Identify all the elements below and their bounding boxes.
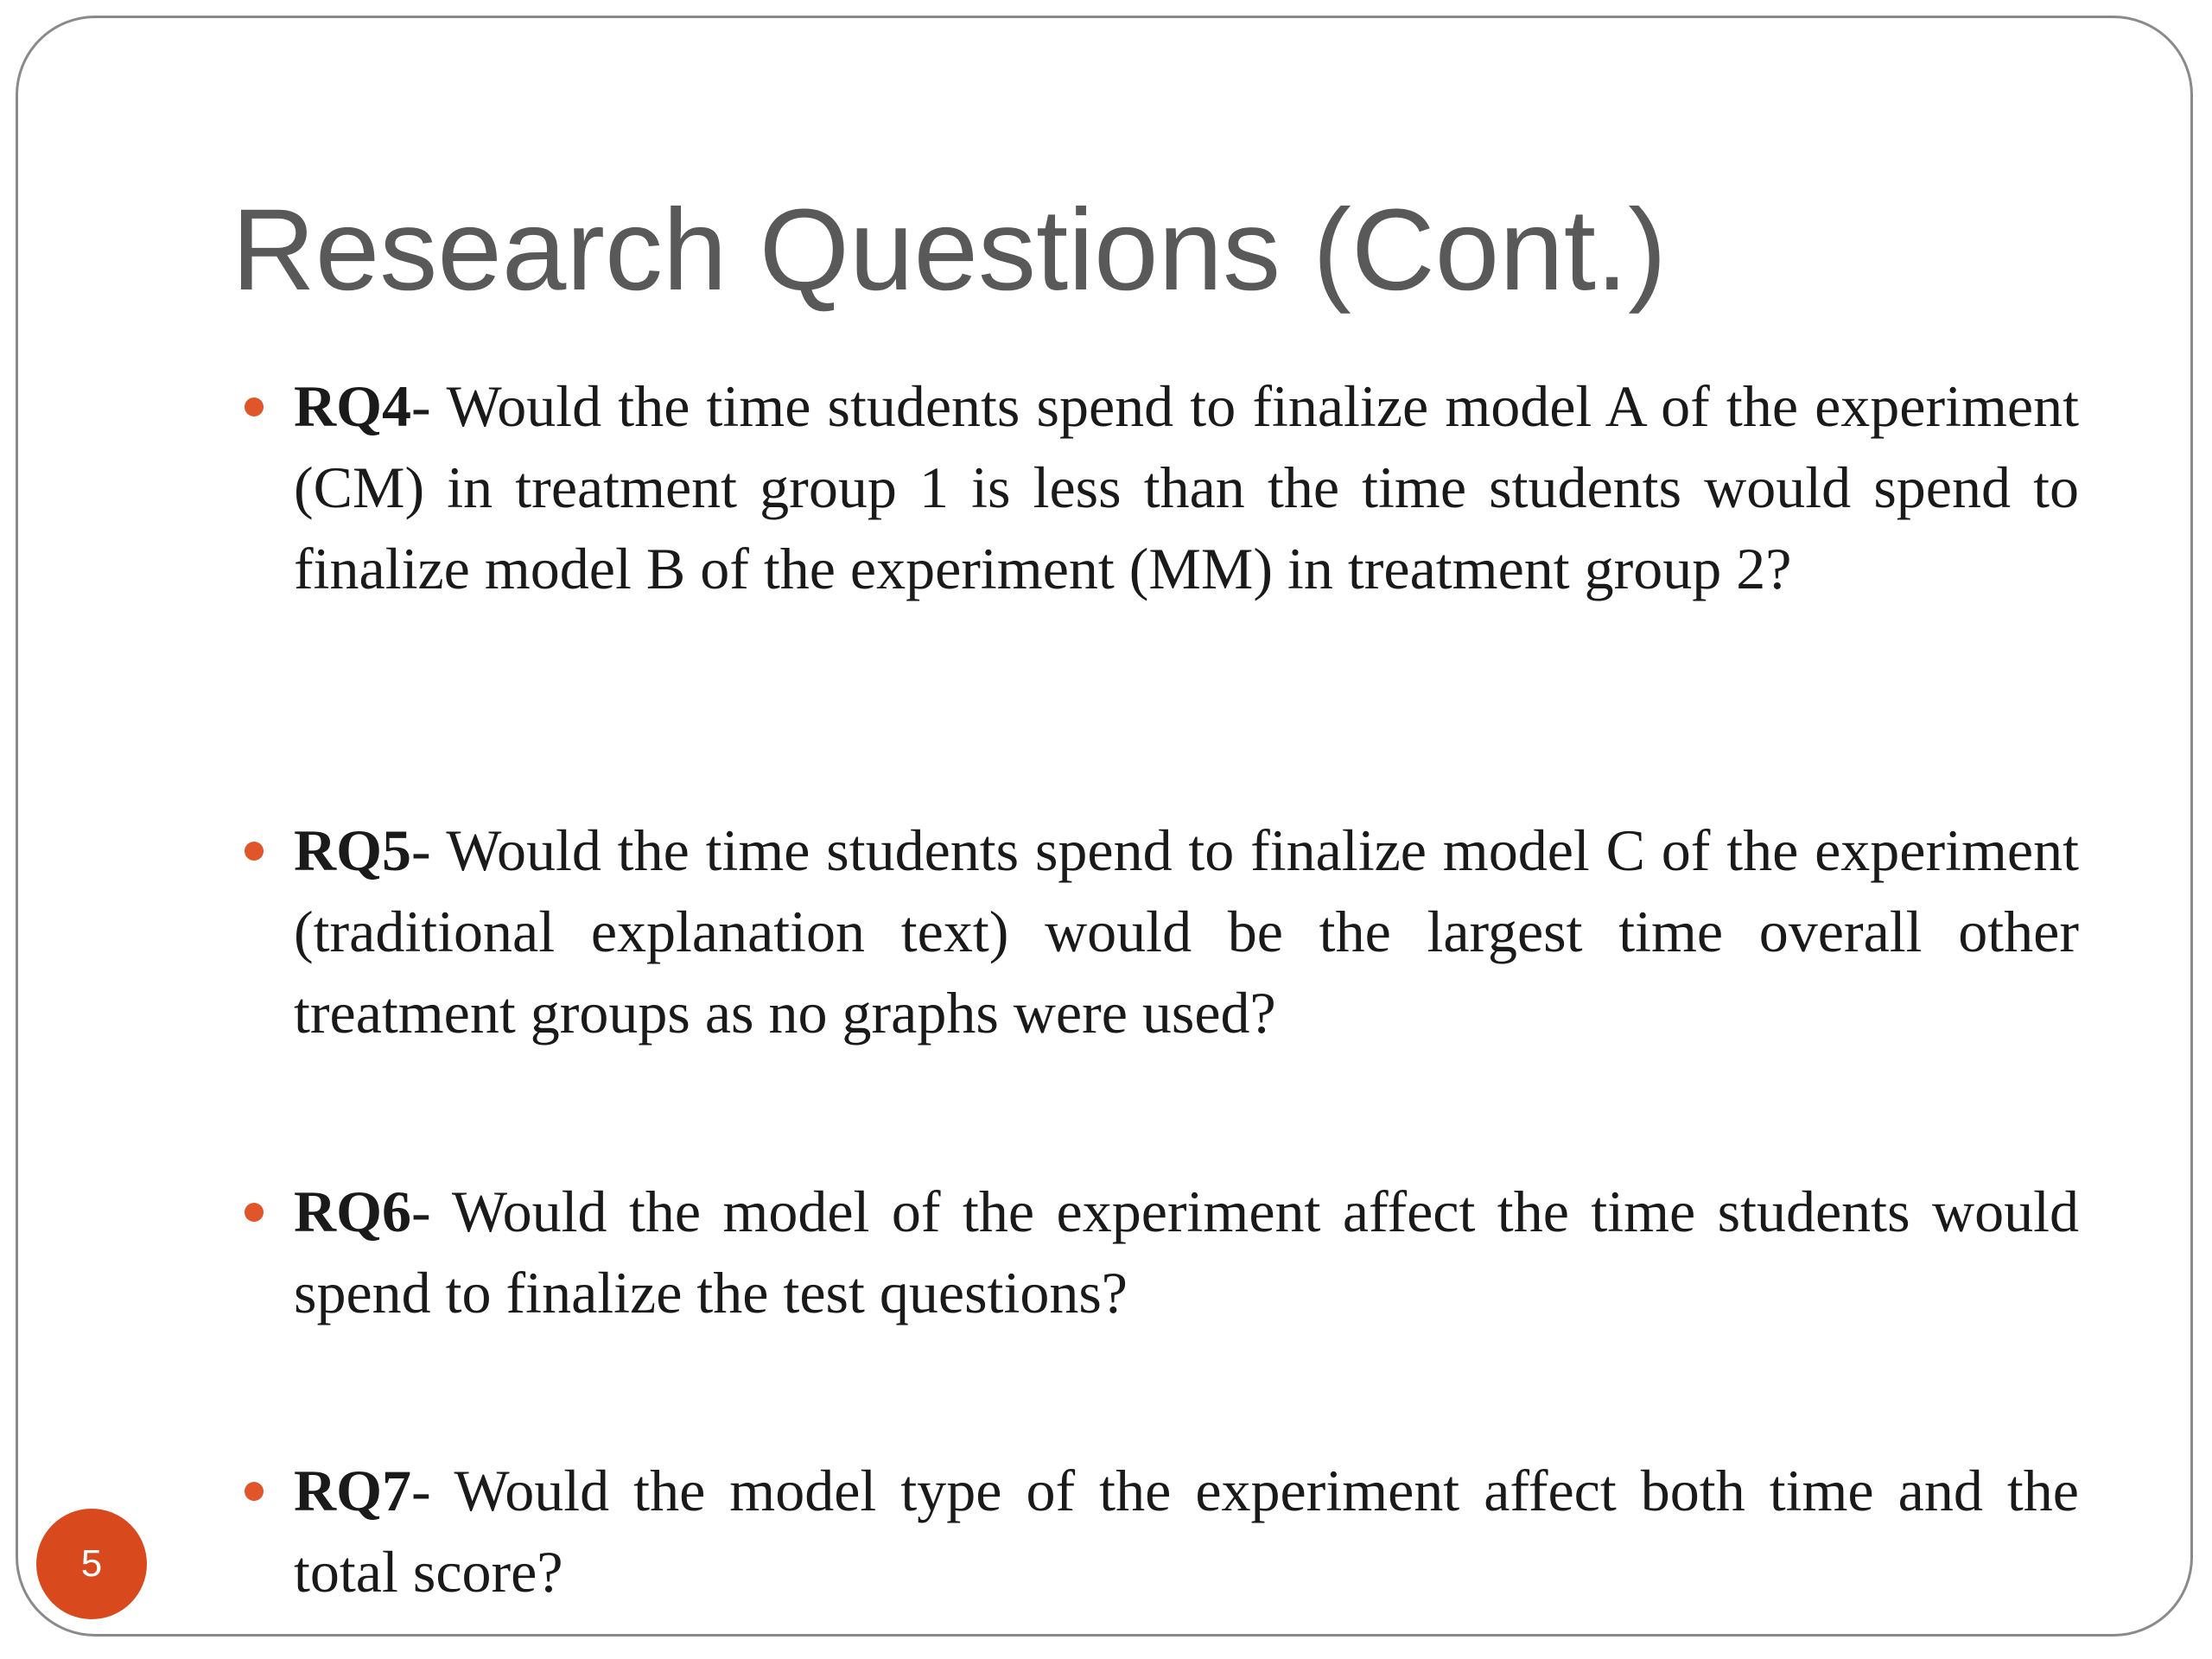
question-text: Would the time students spend to finalize model C of the experiment (traditional explanation text) would be the largest time overall other treatment groups as no graphs were used?	[294, 817, 2079, 1046]
question-label: RQ4	[294, 373, 411, 439]
slide-title: Research Questions (Cont.)	[232, 186, 1667, 315]
research-question-item	[294, 1171, 2079, 1333]
question-label: RQ5	[294, 817, 411, 883]
research-question-item	[294, 365, 2079, 609]
bullet-dot-icon	[245, 842, 264, 861]
question-separator: -	[411, 817, 447, 883]
question-label: RQ6	[294, 1179, 411, 1244]
question-separator: -	[411, 1179, 452, 1244]
question-text: Would the time students spend to finalize model A of the experiment (CM) in treatment group 1 is less than the time students would spend to finalize model B of the experiment (MM) in treatment group 2?	[294, 373, 2079, 601]
bullet-dot-icon	[245, 1203, 264, 1222]
question-separator: -	[411, 1458, 454, 1523]
research-question-item	[294, 1450, 2079, 1612]
question-text: Would the model type of the experiment affect both time and the total score?	[294, 1458, 2079, 1605]
question-text: Would the model of the experiment affect the time students would spend to finalize the test questions?	[294, 1179, 2079, 1325]
page-number-badge: 5	[36, 1509, 147, 1619]
research-question-item	[294, 810, 2079, 1053]
question-label: RQ7	[294, 1458, 411, 1523]
bullet-dot-icon	[245, 1482, 264, 1501]
bullet-dot-icon	[245, 397, 264, 416]
question-separator: -	[411, 373, 447, 439]
